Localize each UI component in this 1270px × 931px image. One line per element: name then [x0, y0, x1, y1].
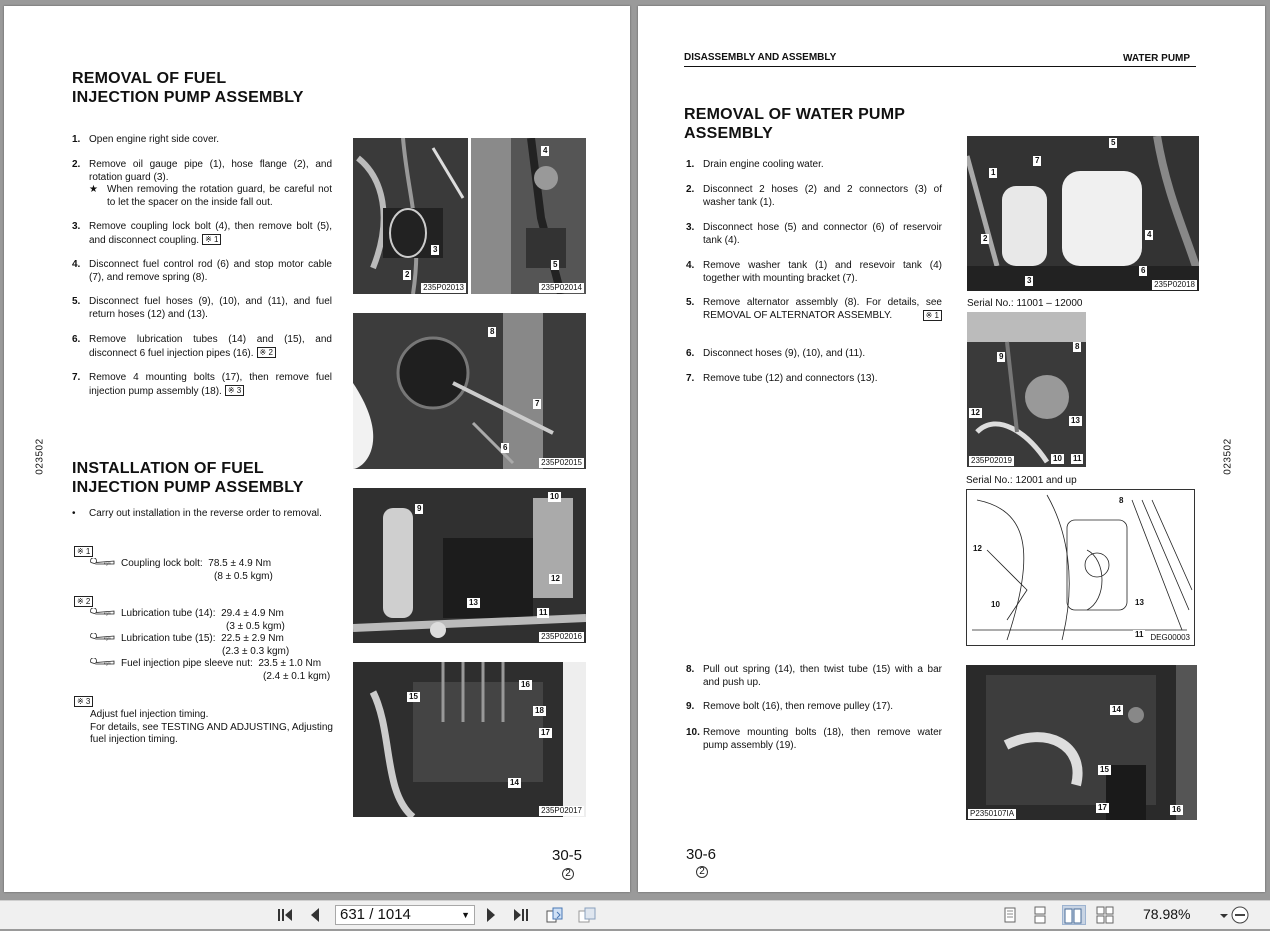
- adjust-line-1: Adjust fuel injection timing.: [90, 709, 209, 720]
- callout-3-r: 3: [1027, 276, 1032, 285]
- step-text: Open engine right side cover.: [89, 134, 220, 145]
- callout-13-r: 13: [1071, 416, 1080, 425]
- step-number: 3.: [686, 222, 695, 233]
- install-bullet: [72, 508, 332, 521]
- callout-7-r: 7: [1035, 156, 1040, 165]
- step-number: 1.: [686, 159, 695, 170]
- right-page: [638, 6, 1265, 892]
- photo-235p02013: [353, 138, 468, 294]
- torque-label: Fuel injection pipe sleeve nut:: [121, 658, 253, 669]
- callout-5: 5: [553, 260, 558, 269]
- callout-6-r: 6: [1141, 266, 1146, 275]
- photo-235p02017: [353, 662, 586, 817]
- removal-title: [72, 69, 304, 107]
- viewer-toolbar: [0, 900, 1270, 929]
- callout-16: 16: [521, 680, 530, 689]
- zoom-out-icon[interactable]: [1230, 905, 1250, 925]
- callout-10-d: 10: [991, 600, 1000, 609]
- photo-caption: P2350107IA: [970, 809, 1015, 818]
- torque-value: 22.5 ± 2.9 Nm: [221, 633, 284, 644]
- page-number: 30-5: [552, 847, 583, 864]
- water-pump-title-line2: ASSEMBLY: [684, 125, 774, 142]
- first-page-icon[interactable]: [275, 905, 295, 925]
- water-pump-title: [684, 105, 905, 143]
- revision-mark: 2: [562, 868, 574, 880]
- line-drawing-image: [967, 490, 1194, 645]
- callout-8-r: 8: [1075, 342, 1080, 351]
- zoom-level[interactable]: 78.98%: [1143, 906, 1191, 922]
- callout-17: 17: [541, 728, 550, 737]
- ref-box-3: ※ 3: [74, 696, 93, 707]
- torque-value: 29.4 ± 4.9 Nm: [221, 608, 284, 619]
- right-step-10: [686, 727, 942, 752]
- right-step-1: [686, 159, 942, 172]
- step-number: 2.: [686, 184, 695, 195]
- header-section: DISASSEMBLY AND ASSEMBLY: [684, 52, 837, 63]
- page-number-value: 631 / 1014: [340, 906, 411, 923]
- photo-caption: 235P02018: [1154, 280, 1195, 289]
- left-page: [4, 6, 630, 892]
- callout-12: 12: [551, 574, 560, 583]
- callout-13: 13: [469, 598, 478, 607]
- torque-value: 78.5 ± 4.9 Nm: [208, 558, 272, 569]
- right-step-6: [686, 348, 942, 361]
- step-number: 7.: [72, 372, 81, 383]
- installation-title: [72, 459, 304, 497]
- step-text: Disconnect fuel hoses (9), (10), and (11), and fuel return hoses (12) and (13).: [89, 296, 332, 320]
- torque-row-3: [90, 633, 284, 646]
- step-text: Remove washer tank (1) and resevoir tank (4) together with mounting bracket (7).: [703, 260, 942, 284]
- svg-text:kgm: kgm: [104, 636, 111, 641]
- step-text: Remove oil gauge pipe (1), hose flange (2), and rotation guard (3).: [89, 159, 332, 183]
- step-2-note-text: When removing the rotation guard, be careful not to let the spacer on the inside fall out.: [107, 184, 332, 208]
- photo-caption: 235P02014: [541, 283, 582, 292]
- torque-label: Lubrication tube (14):: [121, 608, 216, 619]
- step-text-body: Remove alternator assembly (8). For details, see REMOVAL OF ALTERNATOR ASSEMBLY.: [703, 297, 942, 321]
- engine-photo-image: [967, 136, 1199, 291]
- step-number: 7.: [686, 373, 695, 384]
- reference-box: ※ 1: [202, 234, 221, 245]
- photo-caption: 235P02016: [541, 632, 582, 641]
- left-step-2: [72, 159, 332, 209]
- step-text-body: Remove lubrication tubes (14) and (15), and disconnect 6 fuel injection pipes (16).: [89, 334, 332, 359]
- step-text: Remove mounting bolts (18), then remove water pump assembly (19).: [703, 727, 942, 751]
- left-step-4: [72, 259, 332, 284]
- left-step-3: [72, 221, 332, 247]
- torque-wrench-icon: [90, 558, 116, 567]
- step-number: 4.: [686, 260, 695, 271]
- step-text: Disconnect 2 hoses (2) and 2 connectors (3) of washer tank (1).: [703, 184, 942, 208]
- photo-235p02015: [353, 313, 586, 469]
- step-text: Disconnect hose (5) and connector (6) of reservoir tank (4).: [703, 222, 942, 246]
- photo-p2350107ia: [966, 665, 1197, 820]
- callout-15: 15: [409, 692, 418, 701]
- step-text-body: Remove coupling lock bolt (4), then remove bolt (5), and disconnect coupling.: [89, 221, 332, 246]
- callout-18: 18: [535, 706, 544, 715]
- engine-photo-image: [967, 312, 1086, 467]
- torque-value-kgm: (8 ± 0.5 kgm): [214, 571, 273, 582]
- callout-9: 9: [417, 504, 422, 513]
- two-page-continuous-icon[interactable]: [1095, 905, 1115, 925]
- diagram-deg00003: [966, 489, 1195, 646]
- removal-title-line2: INJECTION PUMP ASSEMBLY: [72, 89, 304, 106]
- continuous-icon[interactable]: [1030, 905, 1050, 925]
- zoom-dropdown-icon[interactable]: [1214, 905, 1224, 925]
- prev-page-icon[interactable]: [305, 905, 325, 925]
- step-number: 5.: [686, 297, 695, 308]
- step-text: [89, 334, 332, 360]
- right-step-4: [686, 260, 942, 285]
- step-number: 10.: [686, 727, 700, 738]
- right-step-9: [686, 701, 942, 714]
- svg-text:kgm: kgm: [104, 661, 111, 666]
- callout-11-d: 11: [1135, 630, 1144, 639]
- reference-box: ※ 2: [257, 347, 276, 358]
- step-text: Disconnect hoses (9), (10), and (11).: [703, 348, 866, 359]
- right-step-2: [686, 184, 942, 209]
- left-step-7: [72, 372, 332, 398]
- engine-photo-image: [353, 662, 586, 817]
- photo-caption: 235P02015: [541, 458, 582, 467]
- callout-3: 3: [433, 245, 438, 254]
- chevron-down-icon[interactable]: ▼: [461, 910, 470, 920]
- rotate-icon[interactable]: [545, 905, 565, 925]
- page-number-input[interactable]: [335, 905, 475, 925]
- step-text: Remove tube (12) and connectors (13).: [703, 373, 878, 384]
- photo-caption: 235P02013: [423, 283, 464, 292]
- step-number: 6.: [686, 348, 695, 359]
- step-text: Disconnect fuel control rod (6) and stop motor cable (7), and remove spring (8).: [89, 259, 332, 283]
- torque-wrench-icon: [90, 633, 116, 642]
- ref-box-1: ※ 1: [74, 546, 93, 557]
- header-rule: [684, 66, 1196, 67]
- left-step-6: [72, 334, 332, 360]
- reference-box: ※ 1: [923, 310, 942, 321]
- engine-photo-image: [471, 138, 586, 294]
- engine-photo-image: [353, 488, 586, 643]
- callout-14-r: 14: [1112, 705, 1121, 714]
- adjust-line-2: For details, see TESTING AND ADJUSTING, Adjusting fuel injection timing.: [90, 721, 333, 745]
- left-step-1: [72, 134, 332, 147]
- callout-14: 14: [510, 778, 519, 787]
- step-text: [89, 372, 332, 398]
- torque-row-4: [90, 658, 321, 671]
- removal-title-line1: REMOVAL OF FUEL: [72, 70, 227, 87]
- callout-17-r: 17: [1098, 803, 1107, 812]
- page-number: 30-6: [686, 846, 717, 863]
- step-number: 1.: [72, 134, 81, 145]
- reference-box: ※ 3: [225, 385, 244, 396]
- svg-text:kgm: kgm: [104, 561, 111, 566]
- callout-11-r: 11: [1073, 454, 1082, 463]
- last-page-icon[interactable]: [511, 905, 531, 925]
- photo-235p02016: [353, 488, 586, 643]
- extract-icon[interactable]: [577, 905, 597, 925]
- photo-caption: 235P02017: [541, 806, 582, 815]
- torque-value-kgm: (3 ± 0.5 kgm): [226, 621, 285, 632]
- step-text: Remove bolt (16), then remove pulley (17).: [703, 701, 894, 712]
- step-text: [89, 221, 332, 247]
- step-number: 3.: [72, 221, 81, 232]
- callout-6: 6: [503, 443, 508, 452]
- callout-2-r: 2: [983, 234, 988, 243]
- next-page-icon[interactable]: [481, 905, 501, 925]
- callout-7: 7: [535, 399, 540, 408]
- header-topic: WATER PUMP: [1123, 53, 1191, 64]
- photo-caption: 235P02019: [971, 456, 1012, 465]
- ref-box-2: ※ 2: [74, 596, 93, 607]
- callout-15-r: 15: [1100, 765, 1109, 774]
- single-page-icon[interactable]: [1000, 905, 1020, 925]
- star-icon: ★: [89, 184, 98, 195]
- revision-mark: 2: [696, 866, 708, 878]
- torque-row-2: [90, 608, 284, 621]
- two-page-icon[interactable]: [1062, 905, 1086, 925]
- torque-wrench-icon: [90, 658, 116, 667]
- step-number: 4.: [72, 259, 81, 270]
- engine-photo-image: [966, 665, 1197, 820]
- step-text: Pull out spring (14), then twist tube (15) with a bar and push up.: [703, 664, 942, 688]
- installation-title-line1: INSTALLATION OF FUEL: [72, 460, 264, 477]
- document-id: 023502: [34, 438, 46, 475]
- adjust-note: [90, 709, 333, 747]
- install-bullet-text: Carry out installation in the reverse order to removal.: [89, 508, 322, 519]
- torque-wrench-icon: [90, 608, 116, 617]
- right-step-3: [686, 222, 942, 247]
- step-2-note: [89, 184, 332, 209]
- water-pump-title-line1: REMOVAL OF WATER PUMP: [684, 106, 906, 123]
- svg-text:kgm: kgm: [104, 611, 111, 616]
- torque-label: Coupling lock bolt:: [121, 558, 203, 569]
- diagram-caption: DEG00003: [1150, 633, 1190, 642]
- installation-title-line2: INJECTION PUMP ASSEMBLY: [72, 479, 304, 496]
- serial-range-1: Serial No.: 11001 – 12000: [967, 298, 1083, 309]
- step-number: 6.: [72, 334, 81, 345]
- step-number: 2.: [72, 159, 81, 170]
- callout-2: 2: [405, 270, 410, 279]
- photo-235p02019: [967, 312, 1086, 467]
- torque-value-kgm: (2.4 ± 0.1 kgm): [263, 671, 331, 682]
- step-number: 9.: [686, 701, 695, 712]
- callout-9-r: 9: [999, 352, 1004, 361]
- step-text: [703, 297, 942, 322]
- callout-10: 10: [550, 492, 559, 501]
- photo-235p02014: [471, 138, 586, 294]
- right-step-8: [686, 664, 942, 689]
- step-number: 5.: [72, 296, 81, 307]
- right-step-7: [686, 373, 942, 386]
- engine-photo-image: [353, 313, 586, 469]
- right-step-5: [686, 297, 942, 322]
- callout-10-r: 10: [1053, 454, 1062, 463]
- step-number: 8.: [686, 664, 695, 675]
- bullet-icon: •: [72, 508, 76, 519]
- callout-8-d: 8: [1119, 496, 1124, 505]
- callout-12-d: 12: [973, 544, 982, 553]
- callout-1-r: 1: [991, 168, 996, 177]
- callout-13-d: 13: [1135, 598, 1144, 607]
- left-step-5: [72, 296, 332, 321]
- torque-row-1: [90, 558, 271, 571]
- callout-5-r: 5: [1111, 138, 1116, 147]
- callout-16-r: 16: [1172, 805, 1181, 814]
- callout-11: 11: [539, 608, 548, 617]
- callout-4: 4: [543, 146, 548, 155]
- torque-label: Lubrication tube (15):: [121, 633, 216, 644]
- step-text: Drain engine cooling water.: [703, 159, 824, 170]
- torque-value: 23.5 ± 1.0 Nm: [258, 658, 322, 669]
- callout-12-r: 12: [971, 408, 980, 417]
- serial-range-2: Serial No.: 12001 and up: [966, 475, 1077, 486]
- torque-value-kgm: (2.3 ± 0.3 kgm): [222, 646, 290, 657]
- photo-235p02018: [967, 136, 1199, 291]
- document-id: 023502: [1222, 438, 1234, 475]
- step-text-body: Remove 4 mounting bolts (17), then remove fuel injection pump assembly (18).: [89, 372, 332, 397]
- callout-8: 8: [490, 327, 495, 336]
- callout-4-r: 4: [1147, 230, 1152, 239]
